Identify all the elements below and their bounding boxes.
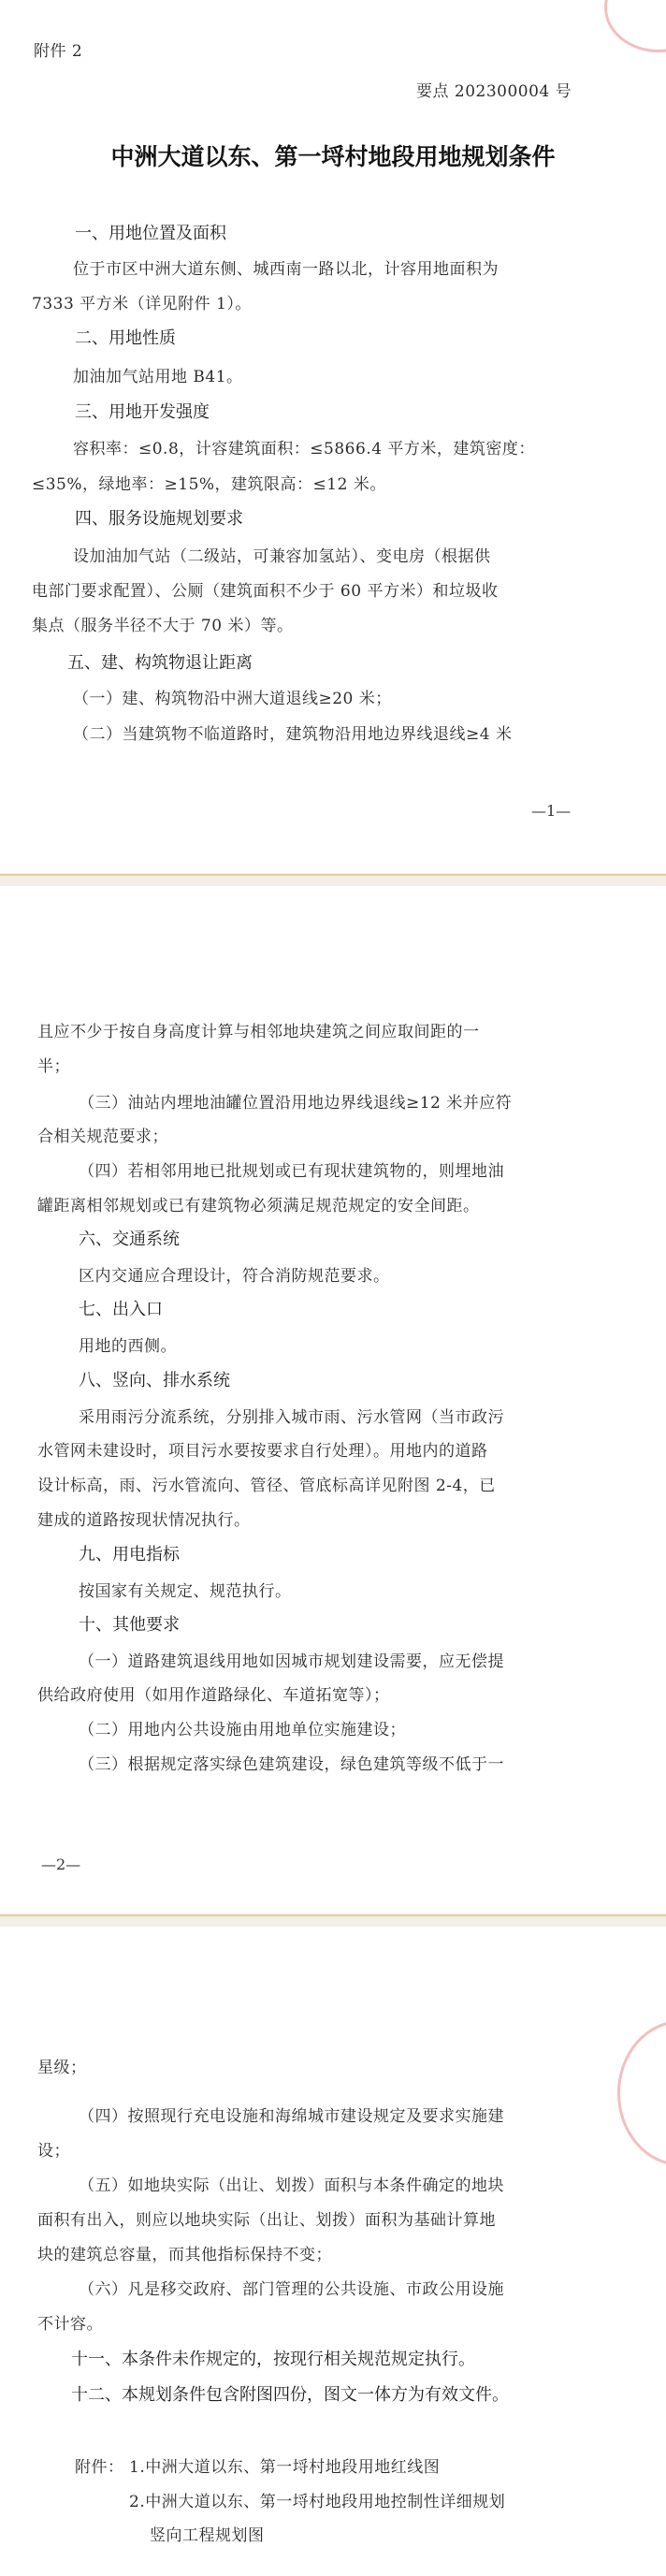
continued-line-1: 且应不少于按自身高度计算与相邻地块建筑之间应取间距的一	[37, 1023, 480, 1041]
section-8-line-2: 水管网未建设时，项目污水要按要求自行处理）。用地内的道路	[37, 1442, 488, 1461]
section-11-heading: 十一、本条件未作规定的，按现行相关规范规定执行。	[71, 2350, 475, 2369]
section-8-heading: 八、竖向、排水系统	[79, 1371, 230, 1390]
attachment-label: 附件 2	[34, 42, 83, 61]
section-9-heading: 九、用电指标	[79, 1545, 180, 1565]
section-10-item-1-line-2: 供给政府使用（如用作道路绿化、车道拓宽等）；	[37, 1686, 390, 1705]
doc-number: 要点 202300004 号	[416, 82, 572, 101]
section-2-heading: 二、用地性质	[75, 328, 176, 348]
page-number: —1—	[531, 802, 572, 820]
page-title: 中洲大道以东、第一埒村地段用地规划条件	[110, 143, 556, 170]
section-4-line-2: 电部门要求配置）、公厕（建筑面积不少于 60 平方米）和垃圾收	[32, 582, 499, 601]
section-10-item-6-line-2: 不计容。	[37, 2315, 103, 2334]
section-12-heading: 十二、本规划条件包含附图四份，图文一体方为有效文件。	[71, 2385, 509, 2405]
section-1-line-1: 位于市区中洲大道东侧、城西南一路以北，计容用地面积为	[73, 260, 499, 279]
seal-stamp-top	[604, 0, 666, 52]
section-10-item-3-line-1: （三）根据规定落实绿色建筑建设，绿色建筑等级不低于一	[79, 1755, 504, 1774]
section-7-heading: 七、出入口	[79, 1300, 163, 1319]
section-5-item-3-line-1: （三）油站内埋地油罐位置沿用地边界线退线≥12 米并应符	[79, 1094, 513, 1113]
page-1	[0, 0, 666, 873]
section-10-item-5-line-2: 面积有出入，则应以地块实际（出让、划拨）面积为基础计算地	[37, 2211, 496, 2230]
section-3-line-2: ≤35%，绿地率：≥15%，建筑限高：≤12 米。	[32, 475, 386, 494]
section-3-line-1: 容积率：≤0.8，计容建筑面积：≤5866.4 平方米，建筑密度：	[73, 440, 535, 458]
section-9-line-1: 按国家有关规定、规范执行。	[79, 1582, 292, 1601]
section-10-item-6-line-1: （六）凡是移交政府、部门管理的公共设施、市政公用设施	[79, 2280, 504, 2299]
attachment-item-2-line-1: 2.中洲大道以东、第一埒村地段用地控制性详细规划	[129, 2493, 506, 2511]
attachment-item-2-line-2: 竖向工程规划图	[150, 2526, 265, 2545]
attachment-item-1: 1.中洲大道以东、第一埒村地段用地红线图	[129, 2458, 441, 2477]
section-8-line-3: 设计标高，雨、污水管流向、管径、管底标高详见附图 2-4，已	[37, 1477, 496, 1495]
page-edge	[0, 874, 666, 876]
section-1-line-2: 7333 平方米（详见附件 1）。	[32, 295, 252, 313]
page-3	[0, 1927, 666, 2576]
page-edge-2	[0, 1914, 666, 1916]
section-5-item-2: （二）当建筑物不临道路时，建筑物沿用地边界线退线≥4 米	[73, 725, 513, 744]
section-5-heading: 五、建、构筑物退让距离	[67, 653, 253, 673]
section-10-item-4-line-1: （四）按照现行充电设施和海绵城市建设规定及要求实施建	[79, 2107, 504, 2126]
section-2-line-1: 加油加气站用地 B41。	[73, 368, 243, 386]
page-2	[0, 886, 666, 1826]
section-5-item-4-line-2: 罐距离相邻规划或已有建筑物必须满足规范规定的安全间距。	[37, 1197, 480, 1215]
section-7-line-1: 用地的西侧。	[79, 1337, 177, 1356]
section-10-item-5-line-1: （五）如地块实际（出让、划拨）面积与本条件确定的地块	[79, 2176, 504, 2195]
section-3-heading: 三、用地开发强度	[75, 402, 210, 422]
continued-line-p3: 星级；	[37, 2059, 87, 2077]
seal-stamp-bottom	[617, 2020, 666, 2166]
section-10-item-5-line-3: 块的建筑总容量，而其他指标保持不变；	[37, 2246, 332, 2264]
continued-line-2: 半；	[37, 1057, 70, 1076]
section-6-line-1: 区内交通应合理设计，符合消防规范要求。	[79, 1267, 390, 1286]
section-5-item-4-line-1: （四）若相邻用地已批规划或已有现状建筑物的，则埋地油	[79, 1162, 504, 1181]
section-8-line-1: 采用雨污分流系统，分别排入城市雨、污水管网（当市政污	[79, 1408, 504, 1427]
section-4-line-1: 设加油加气站（二级站，可兼容加氢站）、变电房（根据供	[73, 547, 491, 566]
section-10-heading: 十、其他要求	[79, 1615, 180, 1635]
section-4-heading: 四、服务设施规划要求	[75, 509, 243, 529]
section-1-heading: 一、用地位置及面积	[75, 224, 226, 243]
section-10-item-4-line-2: 设；	[37, 2142, 70, 2161]
section-4-line-3: 集点（服务半径不大于 70 米）等。	[32, 617, 294, 635]
attachments-label: 附件：	[75, 2458, 124, 2477]
section-5-item-1: （一）建、构筑物沿中洲大道退线≥20 米；	[73, 690, 392, 708]
section-8-line-4: 建成的道路按现状情况执行。	[37, 1511, 251, 1530]
section-10-item-1-line-1: （一）道路建筑退线用地如因城市规划建设需要，应无偿提	[79, 1652, 504, 1671]
section-10-item-2-line-1: （二）用地内公共设施由用地单位实施建设；	[79, 1721, 406, 1739]
page-number-2: —2—	[41, 1856, 81, 1873]
section-5-item-3-line-2: 合相关规范要求；	[37, 1128, 168, 1146]
section-6-heading: 六、交通系统	[79, 1230, 180, 1249]
